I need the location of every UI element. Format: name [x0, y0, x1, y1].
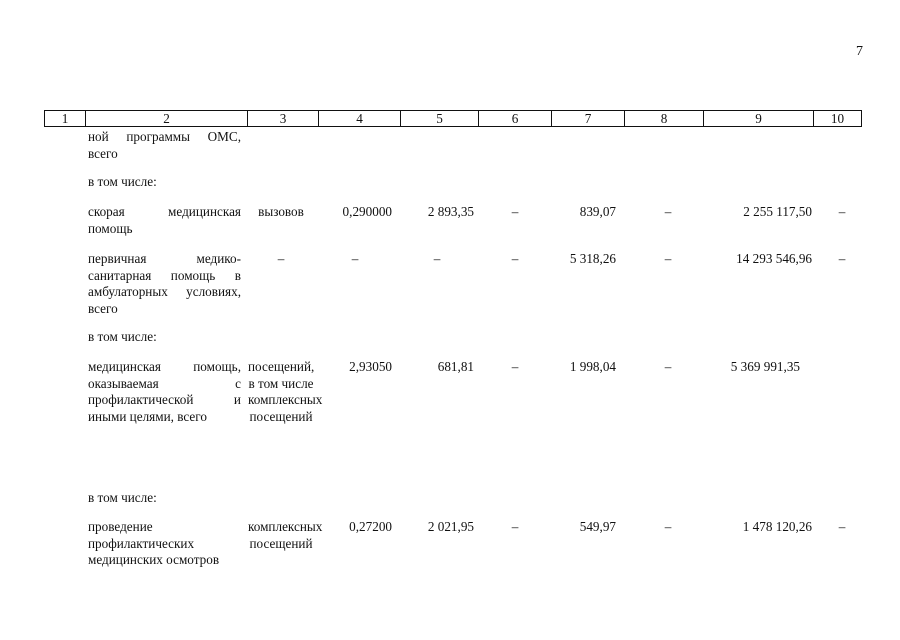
page-number: 7 — [856, 44, 863, 59]
column-header-6: 6 — [479, 111, 552, 126]
column-header-10: 10 — [830, 111, 845, 126]
cell-col10: – — [838, 251, 846, 266]
cell-col10: – — [838, 519, 846, 534]
cell-col6: – — [511, 251, 519, 266]
cell-col6: – — [511, 519, 519, 534]
cell-col6: – — [511, 359, 519, 374]
cell-col5: 2 893,35 — [427, 204, 474, 219]
cell-col4: 0,27200 — [349, 519, 392, 534]
column-header-9: 9 — [704, 111, 814, 126]
row-label: медицинская помощь, оказываемая с профилактической и иными целями, всего — [88, 359, 241, 424]
column-header-2: 2 — [86, 111, 248, 126]
cell-col6: – — [511, 204, 519, 219]
row-label: в том числе: — [88, 329, 157, 344]
row-label: в том числе: — [88, 174, 157, 189]
column-header-1: 1 — [45, 111, 86, 126]
cell-col5: 2 021,95 — [427, 519, 474, 534]
cell-col9: 5 369 991,35 — [730, 359, 800, 374]
table-header-row — [44, 110, 862, 127]
cell-col5: – — [433, 251, 441, 266]
row-unit: – — [277, 251, 285, 266]
row-label: скорая медицинская помощь — [88, 204, 241, 236]
column-header-4: 4 — [319, 111, 401, 126]
row-unit: вызовов — [258, 204, 304, 219]
cell-col7: 1 998,04 — [569, 359, 616, 374]
cell-col7: 839,07 — [579, 204, 616, 219]
column-header-5: 5 — [401, 111, 479, 126]
cell-col8: – — [664, 359, 672, 374]
cell-col9: 14 293 546,96 — [736, 251, 812, 266]
cell-col7: 549,97 — [579, 519, 616, 534]
row-label: первичная медико-санитарная помощь в амбулаторных условиях, всего — [88, 251, 241, 316]
cell-col10: – — [838, 204, 846, 219]
cell-col7: 5 318,26 — [569, 251, 616, 266]
column-header-3: 3 — [248, 111, 319, 126]
row-unit: комплексных посещений — [248, 519, 323, 551]
cell-col4: 0,290000 — [342, 204, 392, 219]
row-unit: посещений, в том числе комплексных посещений — [248, 359, 323, 424]
cell-col4: 2,93050 — [349, 359, 392, 374]
cell-col8: – — [664, 519, 672, 534]
row-label: ной программы ОМС, всего — [88, 129, 241, 161]
cell-col8: – — [664, 204, 672, 219]
cell-col9: 2 255 117,50 — [743, 204, 812, 219]
cell-col8: – — [664, 251, 672, 266]
column-header-7: 7 — [552, 111, 625, 126]
column-header-8: 8 — [625, 111, 704, 126]
cell-col4: – — [351, 251, 359, 266]
cell-col5: 681,81 — [437, 359, 474, 374]
cell-col9: 1 478 120,26 — [742, 519, 812, 534]
row-label: проведение профилактических медицинских осмотров — [88, 519, 220, 567]
row-label: в том числе: — [88, 490, 157, 505]
